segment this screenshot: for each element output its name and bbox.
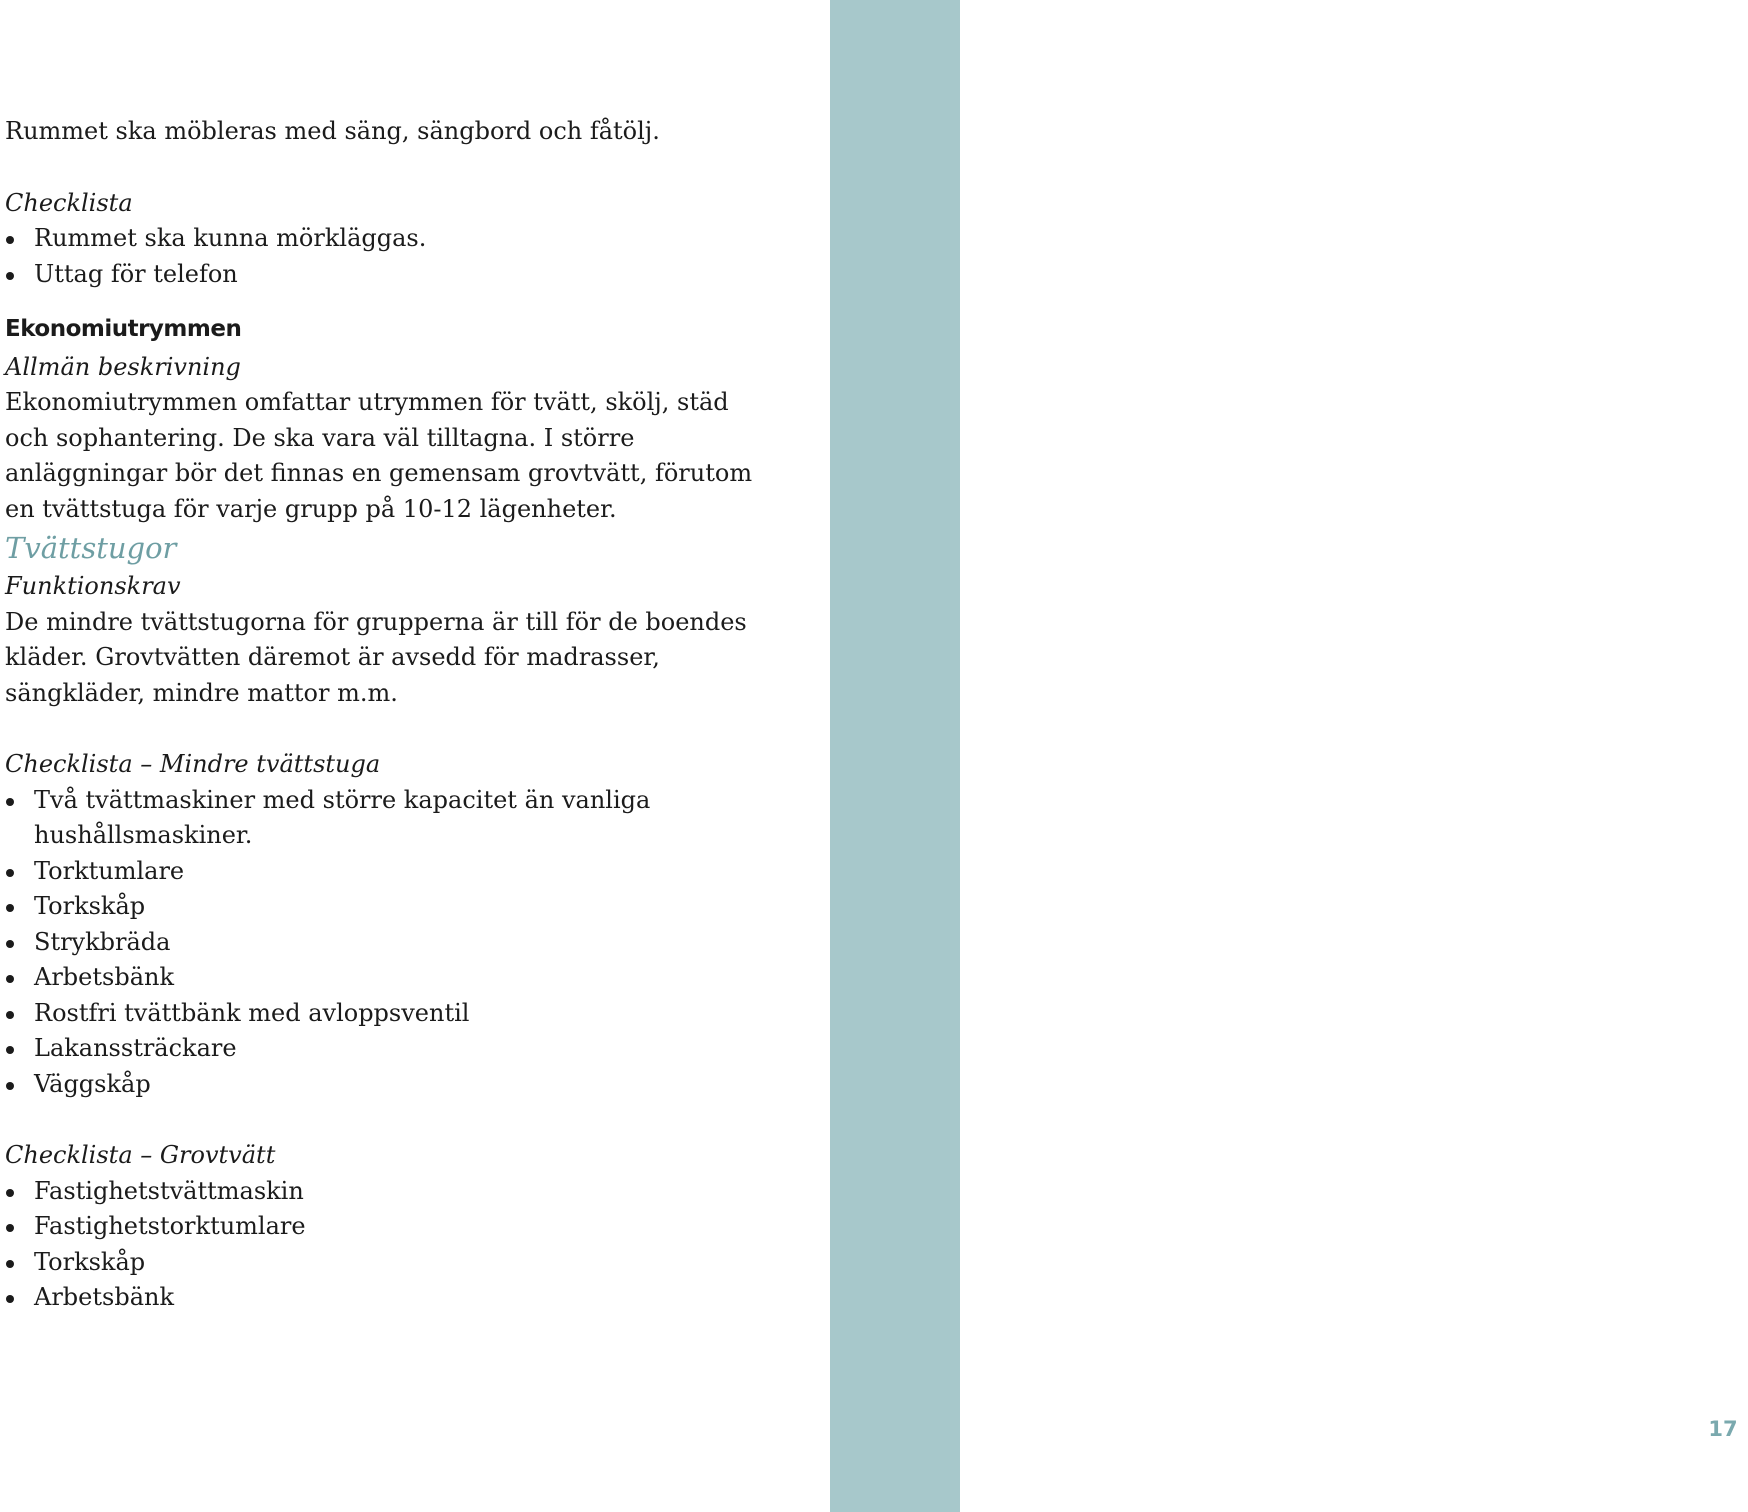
checklist-title: Checklista – Grovtvätt <box>5 1141 276 1169</box>
list-item: Torktumlare <box>5 854 815 890</box>
body-line: anläggningar bör det finnas en gemensam grovtvätt, förutom <box>5 459 753 487</box>
section-heading: Ekonomiutrymmen <box>5 316 242 342</box>
list-item: Fastighetstorktumlare <box>5 1209 815 1245</box>
checklist-list <box>5 221 815 292</box>
list-item: Arbetsbänk <box>5 1280 815 1316</box>
list-item: Torkskåp <box>5 889 815 925</box>
list-item: Lakanssträckare <box>5 1031 815 1067</box>
body-line: sängkläder, mindre mattor m.m. <box>5 678 398 707</box>
intro-text: Rummet ska möbleras med säng, sängbord och fåtölj. <box>5 117 660 145</box>
body-line: en tvättstuga för varje grupp på 10-12 lägenheter. <box>5 494 617 523</box>
section-subheading: Allmän beskrivning <box>5 352 241 381</box>
page-content <box>5 114 815 1316</box>
page-number: 17 <box>1698 1404 1748 1454</box>
checklist-title: Checklista <box>5 188 133 217</box>
list-item: Rummet ska kunna mörkläggas. <box>5 221 815 257</box>
laundry-subheading: Funktionskrav <box>5 572 181 600</box>
list-item: Väggskåp <box>5 1067 815 1103</box>
body-line: De mindre tvättstugorna för grupperna är till för de boendes <box>5 607 747 636</box>
list-item: Arbetsbänk <box>5 960 815 996</box>
list-item-text: hushållsmaskiner. <box>34 821 253 849</box>
list-item: Uttag för telefon <box>5 257 815 293</box>
laundry-heading: Tvättstugor <box>5 531 177 565</box>
body-line: kläder. Grovtvätten däremot är avsedd för madrasser, <box>5 643 660 671</box>
list-item <box>5 783 815 854</box>
list-item: Rostfri tvättbänk med avloppsventil <box>5 996 815 1032</box>
page-sidebar-band <box>830 0 1738 1512</box>
list-item: Torkskåp <box>5 1245 815 1281</box>
checklist-title: Checklista – Mindre tvättstuga <box>5 750 381 778</box>
checklist-list <box>5 783 815 1103</box>
body-line: och sophantering. De ska vara väl tilltagna. I större <box>5 423 635 452</box>
list-item-text: Två tvättmaskiner med större kapacitet än vanliga <box>34 785 651 814</box>
list-item: Strykbräda <box>5 925 815 961</box>
list-item: Fastighetstvättmaskin <box>5 1174 815 1210</box>
body-line: Ekonomiutrymmen omfattar utrymmen för tvätt, skölj, städ <box>5 388 729 416</box>
checklist-list <box>5 1174 815 1316</box>
